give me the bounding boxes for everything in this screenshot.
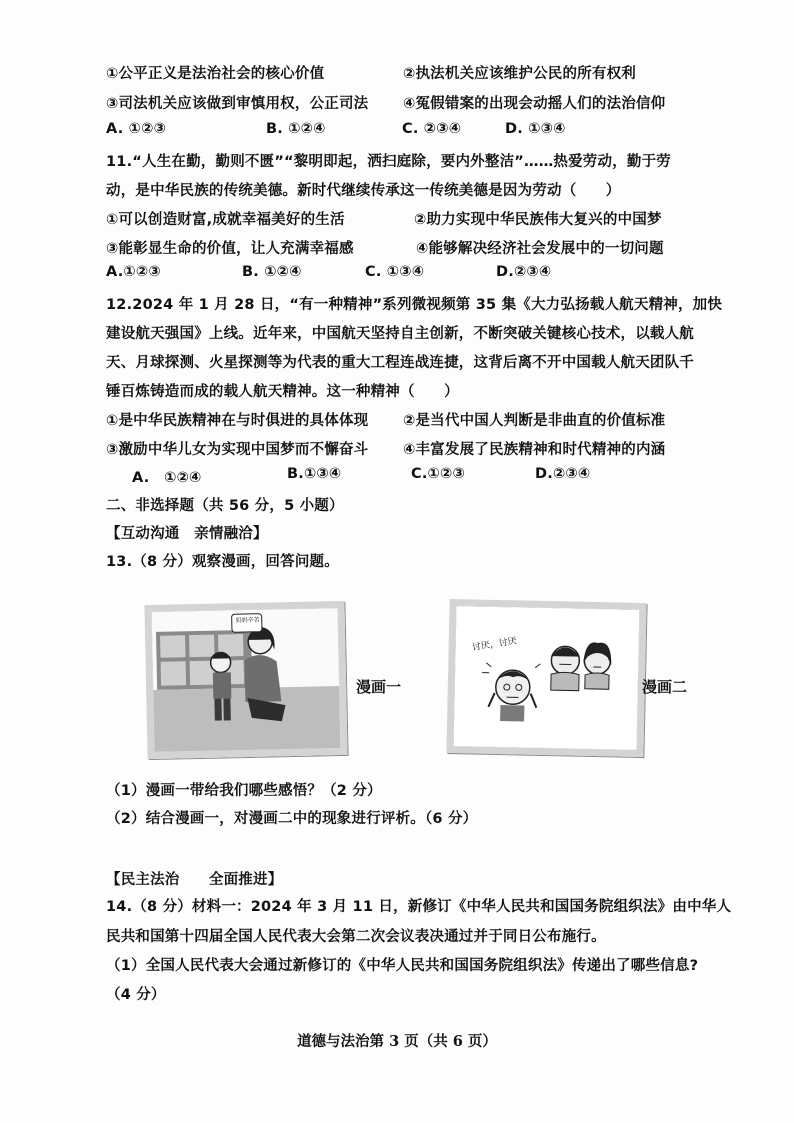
comic-2-speech-text: 讨厌，讨厌	[471, 636, 518, 654]
theme-heading-2: 【民主法治 全面推进】	[106, 872, 283, 888]
comic-2-image	[454, 606, 640, 750]
q14-sub-question-1-points: （4 分）	[106, 987, 166, 1003]
q10-choice-b: B. ①②④	[266, 121, 326, 137]
q11-stem-line-1: 11.“人生在勤，勤则不匮”“黎明即起，洒扫庭除，要内外整洁”……热爱劳动，勤于劳	[106, 154, 672, 170]
q14-stem-line-2: 民共和国第十四届全国人民代表大会第二次会议表决通过并于同日公布施行。	[106, 929, 606, 945]
q10-choice-c: C. ②③④	[402, 121, 462, 137]
q11-choice-d: D.②③④	[496, 264, 552, 280]
page-footer: 道德与法治第 3 页（共 6 页）	[297, 1033, 497, 1050]
q12-option-3: ③激励中华儿女为实现中国梦而不懈奋斗	[106, 442, 369, 458]
comic-1-caption: 漫画一	[356, 678, 402, 696]
q13-sub-question-1: （1）漫画一带给我们哪些感悟？（2 分）	[106, 783, 382, 799]
q10-option-1: ①公平正义是法治社会的核心价值	[106, 66, 325, 82]
q10-choice-d: D. ①③④	[505, 121, 566, 137]
comic-2-caption: 漫画二	[642, 678, 688, 696]
q12-option-4: ④丰富发展了民族精神和时代精神的内涵	[403, 442, 666, 458]
theme-heading-1: 【互动沟通 亲情融洽】	[106, 526, 268, 542]
comic-2-frame	[446, 599, 646, 757]
q11-choice-b: B. ①②④	[242, 264, 302, 280]
q11-option-2: ②助力实现中华民族伟大复兴的中国梦	[414, 212, 662, 228]
q12-option-1: ①是中华民族精神在与时俱进的具体体现	[106, 413, 369, 429]
q12-stem-line-3: 天、月球探测、火星探测等为代表的重大工程连战连捷，这背后离不开中国载人航天团队千	[106, 355, 694, 371]
q12-choice-c: C.①②③	[411, 466, 465, 482]
q13-stem: 13.（8 分）观察漫画，回答问题。	[106, 554, 339, 570]
comic-1-image	[152, 608, 341, 752]
q12-stem-line-4: 锤百炼铸造而成的载人航天精神。这一种精神（ ）	[106, 384, 459, 400]
section-heading: 二、非选择题（共 56 分，5 小题）	[106, 498, 344, 514]
q11-option-1: ①可以创造财富,成就幸福美好的生活	[106, 212, 345, 228]
q10-option-2: ②执法机关应该维护公民的所有权利	[403, 66, 636, 82]
q12-option-2: ②是当代中国人判断是非曲直的价值标准	[403, 413, 666, 429]
q11-choice-a: A.①②③	[106, 264, 161, 280]
q11-option-4: ④能够解决经济社会发展中的一切问题	[416, 241, 664, 257]
q13-sub-question-2: （2）结合漫画一，对漫画二中的现象进行评析。（6 分）	[106, 811, 478, 827]
comic-1-frame	[144, 601, 347, 759]
q12-choice-a: A. ①②④	[132, 470, 202, 486]
q12-choice-d: D.②③④	[535, 466, 591, 482]
q11-stem-line-2: 动，是中华民族的传统美德。新时代继续传承这一传统美德是因为劳动（ ）	[106, 183, 621, 199]
q14-stem-line-1: 14.（8 分）材料一：2024 年 3 月 11 日，新修订《中华人民共和国国务院组织法》由中华人	[106, 899, 732, 915]
q12-choice-b: B.①③④	[287, 466, 342, 482]
comic-1-speech-bubble: 妈妈辛苦	[235, 616, 260, 625]
q10-option-3: ③司法机关应该做到审慎用权，公正司法	[106, 96, 369, 112]
q11-option-3: ③能彰显生命的价值，让人充满幸福感	[106, 241, 354, 257]
q12-stem-line-1: 12.2024 年 1 月 28 日，“有一种精神”系列微视频第 35 集《大力弘扬载人航天精神，加快	[106, 297, 723, 313]
q10-option-4: ④冤假错案的出现会动摇人们的法治信仰	[403, 96, 666, 112]
q14-sub-question-1: （1）全国人民代表大会通过新修订的《中华人民共和国国务院组织法》传递出了哪些信息?	[106, 958, 699, 974]
q12-stem-line-2: 建设航天强国》上线。近年来，中国航天坚持自主创新，不断突破关键核心技术，以载人航	[106, 326, 694, 342]
q11-choice-c: C. ①③④	[365, 264, 425, 280]
q10-choice-a: A. ①②③	[106, 121, 167, 137]
